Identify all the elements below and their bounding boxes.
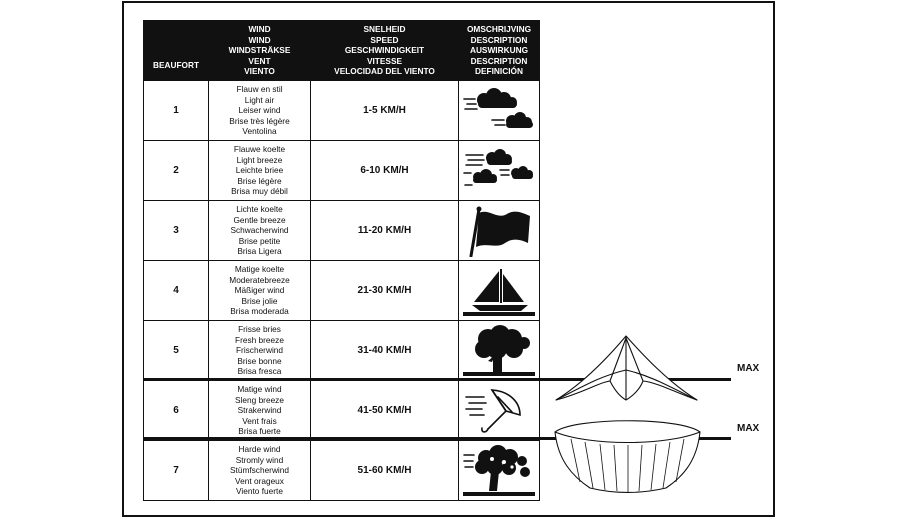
speed-cell: 31-40 KM/H xyxy=(311,321,459,381)
force-cell: 3 xyxy=(144,201,209,261)
force-cell: 4 xyxy=(144,261,209,321)
names-cell: Matige koelte Moderatebreeze Mäßiger wind Brise jolie Brisa moderada xyxy=(209,261,311,321)
max-label-foil: MAX xyxy=(737,423,760,434)
speed-cell: 51-60 KM/H xyxy=(311,441,459,501)
names-cell: Frisse bries Fresh breeze Frischerwind Brise bonne Brisa fresca xyxy=(209,321,311,381)
names-cell: Harde wind Stromly wind Stümfscherwind Vent orageux Viento fuerte xyxy=(209,441,311,501)
names-cell: Flauwe koelte Light breeze Leichte briee Brise légère Brisa muy débil xyxy=(209,141,311,201)
header-beaufort: BEAUFORT xyxy=(144,21,209,81)
names-cell: Lichte koelte Gentle breeze Schwacherwind Brise petite Brisa Ligera xyxy=(209,201,311,261)
force-cell: 1 xyxy=(144,81,209,141)
names-cell: Flauw en stil Light air Leiser wind Brise très légère Ventolina xyxy=(209,81,311,141)
max-label-delta: MAX xyxy=(737,363,760,374)
speed-cell: 6-10 KM/H xyxy=(311,141,459,201)
force-cell: 5 xyxy=(144,321,209,381)
speed-cell: 11-20 KM/H xyxy=(311,201,459,261)
force-cell: 6 xyxy=(144,381,209,441)
force-cell: 7 xyxy=(144,441,209,501)
speed-cell: 41-50 KM/H xyxy=(311,381,459,441)
names-cell: Matige wind Sleng breeze Strakerwind Vent frais Brisa fuerte xyxy=(209,381,311,441)
speed-cell: 21-30 KM/H xyxy=(311,261,459,321)
header-wind: WIND WIND WINDSTRÄKSE VENT VIENTO xyxy=(209,21,311,81)
header-speed: SNELHEID SPEED GESCHWINDIGKEIT VITESSE VELOCIDAD DEL VIENTO xyxy=(311,21,459,81)
force-cell: 2 xyxy=(144,141,209,201)
speed-cell: 1-5 KM/H xyxy=(311,81,459,141)
foil-kite-icon xyxy=(555,421,700,493)
delta-kite-icon xyxy=(556,336,697,400)
header-description: OMSCHRIJVING DESCRIPTION AUSWIRKUNG DESCRIPTION DEFINICIÓN xyxy=(459,21,540,81)
